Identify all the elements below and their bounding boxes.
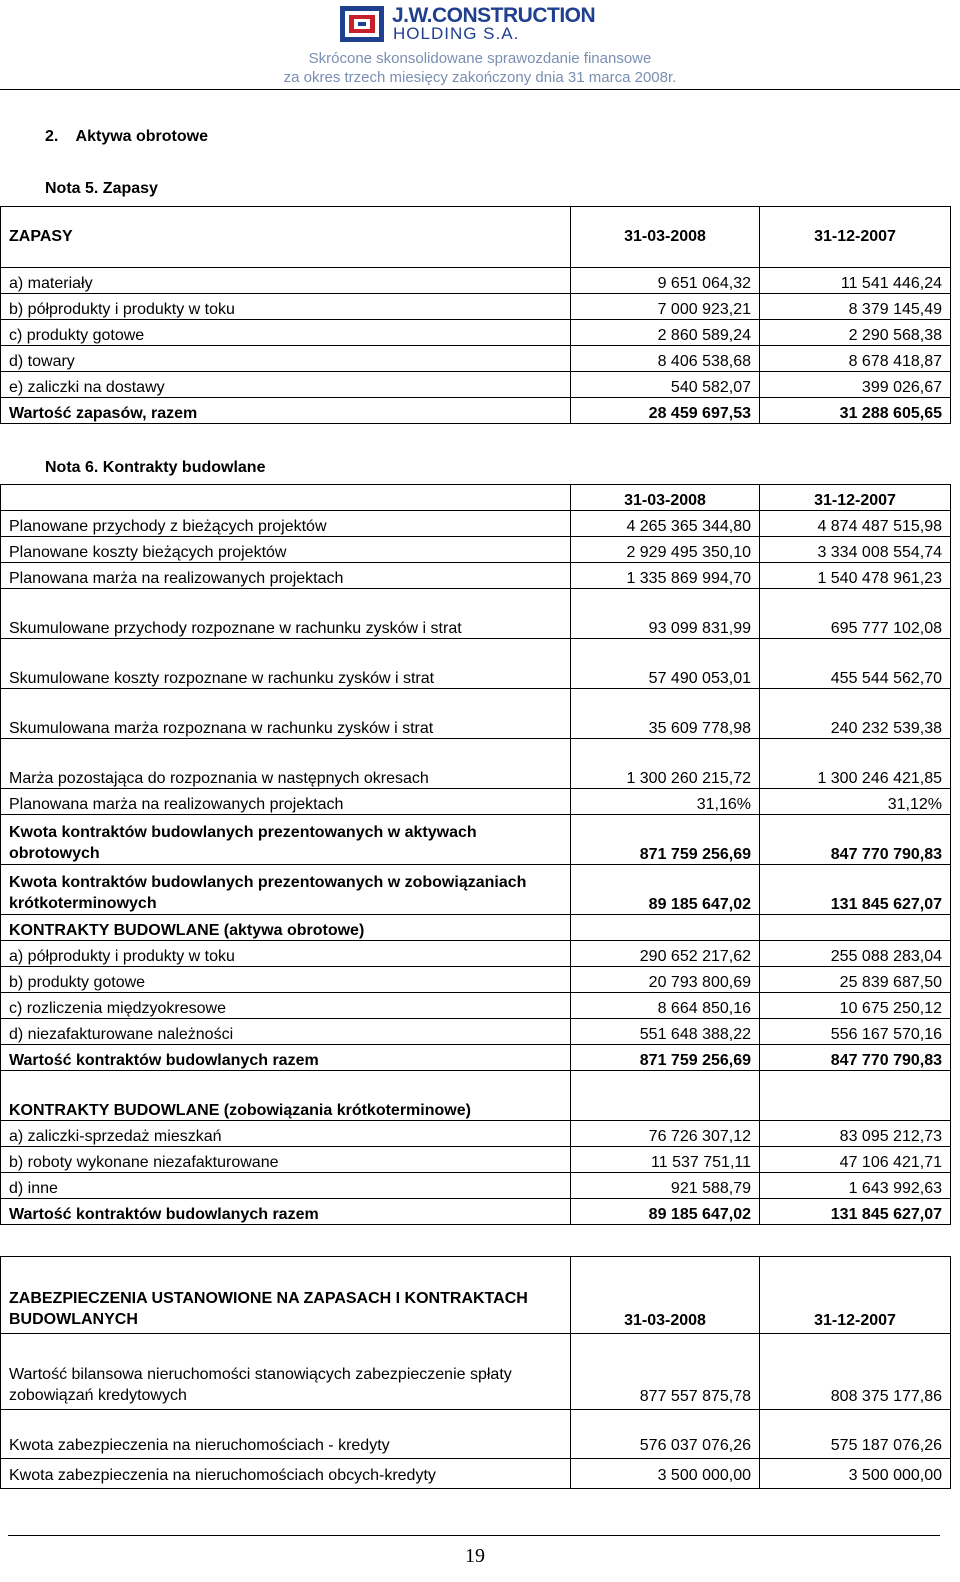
table-row (1, 1121, 951, 1147)
row-label: Skumulowana marża rozpoznana w rachunku zysków i strat (1, 689, 571, 739)
table-row (1, 372, 951, 398)
row-value: 3 334 008 554,74 (760, 537, 951, 563)
row-value: 2 860 589,24 (571, 320, 760, 346)
row-label: b) półprodukty i produkty w toku (1, 294, 571, 320)
row-label: b) produkty gotowe (1, 967, 571, 993)
row-value: 2 290 568,38 (760, 320, 951, 346)
table-subheader-row (1, 915, 951, 941)
row-value: 8 379 145,49 (760, 294, 951, 320)
row-value: 290 652 217,62 (571, 941, 760, 967)
row-value: 1 540 478 961,23 (760, 563, 951, 589)
row-value: 47 106 421,71 (760, 1147, 951, 1173)
row-value: 57 490 053,01 (571, 639, 760, 689)
row-value: 847 770 790,83 (760, 1045, 951, 1071)
table-row (1, 1173, 951, 1199)
row-value: 240 232 539,38 (760, 689, 951, 739)
table-row (1, 993, 951, 1019)
row-value: 576 037 076,26 (571, 1410, 760, 1459)
row-value: 11 537 751,11 (571, 1147, 760, 1173)
table-row (1, 689, 951, 739)
row-value: 35 609 778,98 (571, 689, 760, 739)
row-value: 551 648 388,22 (571, 1019, 760, 1045)
table-total-row (1, 1045, 951, 1071)
row-value: 76 726 307,12 (571, 1121, 760, 1147)
page-header (0, 0, 960, 92)
row-value: 921 588,79 (571, 1173, 760, 1199)
row-label: a) materiały (1, 268, 571, 294)
row-value: 575 187 076,26 (760, 1410, 951, 1459)
table-total-row (1, 398, 951, 424)
header-cell: 31-03-2008 (571, 1257, 760, 1334)
row-label: d) inne (1, 1173, 571, 1199)
table-row (1, 1019, 951, 1045)
header-cell (1, 485, 571, 511)
row-value: 3 500 000,00 (571, 1459, 760, 1489)
header-cell: 31-03-2008 (571, 207, 760, 268)
row-value: 25 839 687,50 (760, 967, 951, 993)
row-label: d) towary (1, 346, 571, 372)
row-label: a) półprodukty i produkty w toku (1, 941, 571, 967)
row-value: 455 544 562,70 (760, 639, 951, 689)
table-row (1, 589, 951, 639)
row-label: Kwota zabezpieczenia na nieruchomościach obcych-kredyty (1, 1459, 571, 1489)
row-label: b) roboty wykonane niezafakturowane (1, 1147, 571, 1173)
row-value: 8 406 538,68 (571, 346, 760, 372)
row-label: a) zaliczki-sprzedaż mieszkań (1, 1121, 571, 1147)
row-label: KONTRAKTY BUDOWLANE (aktywa obrotowe) (1, 915, 571, 941)
header-cell: ZABEZPIECZENIA USTANOWIONE NA ZAPASACH I KONTRAKTACH BUDOWLANYCH (1, 1257, 571, 1334)
row-value: 4 265 365 344,80 (571, 511, 760, 537)
row-label: Wartość bilansowa nieruchomości stanowiących zabezpieczenie spłaty zobowiązań kredytowych (1, 1334, 571, 1410)
row-label: Kwota kontraktów budowlanych prezentowanych w aktywach obrotowych (1, 815, 571, 865)
table-row (1, 346, 951, 372)
row-value (571, 915, 760, 941)
row-value: 10 675 250,12 (760, 993, 951, 1019)
row-value: 8 664 850,16 (571, 993, 760, 1019)
row-value: 31,16% (571, 789, 760, 815)
row-label: Planowane przychody z bieżących projektów (1, 511, 571, 537)
note5-title: Nota 5. Zapasy (45, 180, 158, 197)
brand-subtitle: HOLDING S.A. (393, 24, 520, 43)
table-row (1, 865, 951, 915)
row-label: Skumulowane koszty rozpoznane w rachunku zysków i strat (1, 639, 571, 689)
table-row (1, 639, 951, 689)
row-value: 31 288 605,65 (760, 398, 951, 424)
table-row (1, 789, 951, 815)
row-value: 83 095 212,73 (760, 1121, 951, 1147)
table-row (1, 967, 951, 993)
header-line-2: za okres trzech miesięcy zakończony dnia 31 marca 2008r. (283, 69, 677, 86)
row-label: c) produkty gotowe (1, 320, 571, 346)
table-row (1, 1334, 951, 1410)
table-row (1, 941, 951, 967)
company-logo-icon (340, 6, 384, 42)
table-row (1, 294, 951, 320)
row-value: 89 185 647,02 (571, 1199, 760, 1225)
header-cell: 31-03-2008 (571, 485, 760, 511)
table-row (1, 1147, 951, 1173)
row-value: 877 557 875,78 (571, 1334, 760, 1410)
row-value: 28 459 697,53 (571, 398, 760, 424)
row-value: 3 500 000,00 (760, 1459, 951, 1489)
row-value: 695 777 102,08 (760, 589, 951, 639)
header-line-1: Skrócone skonsolidowane sprawozdanie finansowe (308, 50, 652, 67)
row-label: Wartość kontraktów budowlanych razem (1, 1199, 571, 1225)
table-row (1, 537, 951, 563)
table-row (1, 563, 951, 589)
table-row (1, 1410, 951, 1459)
table-header-row (1, 1257, 951, 1334)
row-label: d) niezafakturowane należności (1, 1019, 571, 1045)
row-value: 255 088 283,04 (760, 941, 951, 967)
row-value: 9 651 064,32 (571, 268, 760, 294)
row-value: 89 185 647,02 (571, 865, 760, 915)
row-label: Kwota kontraktów budowlanych prezentowanych w zobowiązaniach krótkoterminowych (1, 865, 571, 915)
row-value: 871 759 256,69 (571, 815, 760, 865)
table-row (1, 511, 951, 537)
row-value: 1 300 246 421,85 (760, 739, 951, 789)
note6-title: Nota 6. Kontrakty budowlane (45, 459, 266, 476)
header-cell: ZAPASY (1, 207, 571, 268)
row-label: e) zaliczki na dostawy (1, 372, 571, 398)
row-label: Planowana marża na realizowanych projektach (1, 789, 571, 815)
row-value: 131 845 627,07 (760, 1199, 951, 1225)
row-value: 4 874 487 515,98 (760, 511, 951, 537)
row-label: Planowana marża na realizowanych projektach (1, 563, 571, 589)
row-value: 1 300 260 215,72 (571, 739, 760, 789)
table-header-row (1, 207, 951, 268)
row-value: 871 759 256,69 (571, 1045, 760, 1071)
construction-contracts-table (0, 484, 951, 1225)
security-table (0, 1256, 951, 1489)
row-label: Planowane koszty bieżących projektów (1, 537, 571, 563)
row-label: Wartość zapasów, razem (1, 398, 571, 424)
header-divider (0, 89, 960, 90)
row-label: Marża pozostająca do rozpoznania w następnych okresach (1, 739, 571, 789)
brand-name: J.W.CONSTRUCTION (392, 4, 596, 27)
row-value (760, 1071, 951, 1121)
footer-divider (8, 1535, 940, 1536)
row-value: 847 770 790,83 (760, 815, 951, 865)
table-total-row (1, 1199, 951, 1225)
row-value: 1 335 869 994,70 (571, 563, 760, 589)
table-row (1, 1459, 951, 1489)
page-number: 19 (465, 1545, 485, 1567)
row-value: 540 582,07 (571, 372, 760, 398)
header-cell: 31-12-2007 (760, 207, 951, 268)
row-value: 93 099 831,99 (571, 589, 760, 639)
header-cell: 31-12-2007 (760, 1257, 951, 1334)
row-value: 1 643 992,63 (760, 1173, 951, 1199)
table-row (1, 739, 951, 789)
table-row (1, 815, 951, 865)
row-value: 31,12% (760, 789, 951, 815)
row-value: 399 026,67 (760, 372, 951, 398)
row-label: Skumulowane przychody rozpoznane w rachunku zysków i strat (1, 589, 571, 639)
section-title: 2. Aktywa obrotowe (45, 128, 208, 145)
row-label: KONTRAKTY BUDOWLANE (zobowiązania krótkoterminowe) (1, 1071, 571, 1121)
row-value: 7 000 923,21 (571, 294, 760, 320)
row-value: 2 929 495 350,10 (571, 537, 760, 563)
row-label: c) rozliczenia międzyokresowe (1, 993, 571, 1019)
row-value (760, 915, 951, 941)
row-value: 11 541 446,24 (760, 268, 951, 294)
row-value: 808 375 177,86 (760, 1334, 951, 1410)
table-row (1, 268, 951, 294)
row-value: 8 678 418,87 (760, 346, 951, 372)
row-value: 131 845 627,07 (760, 865, 951, 915)
table-row (1, 320, 951, 346)
inventory-table (0, 206, 951, 424)
row-value: 20 793 800,69 (571, 967, 760, 993)
row-label: Kwota zabezpieczenia na nieruchomościach - kredyty (1, 1410, 571, 1459)
table-header-row (1, 485, 951, 511)
row-value (571, 1071, 760, 1121)
table-subheader-row (1, 1071, 951, 1121)
header-cell: 31-12-2007 (760, 485, 951, 511)
row-label: Wartość kontraktów budowlanych razem (1, 1045, 571, 1071)
row-value: 556 167 570,16 (760, 1019, 951, 1045)
